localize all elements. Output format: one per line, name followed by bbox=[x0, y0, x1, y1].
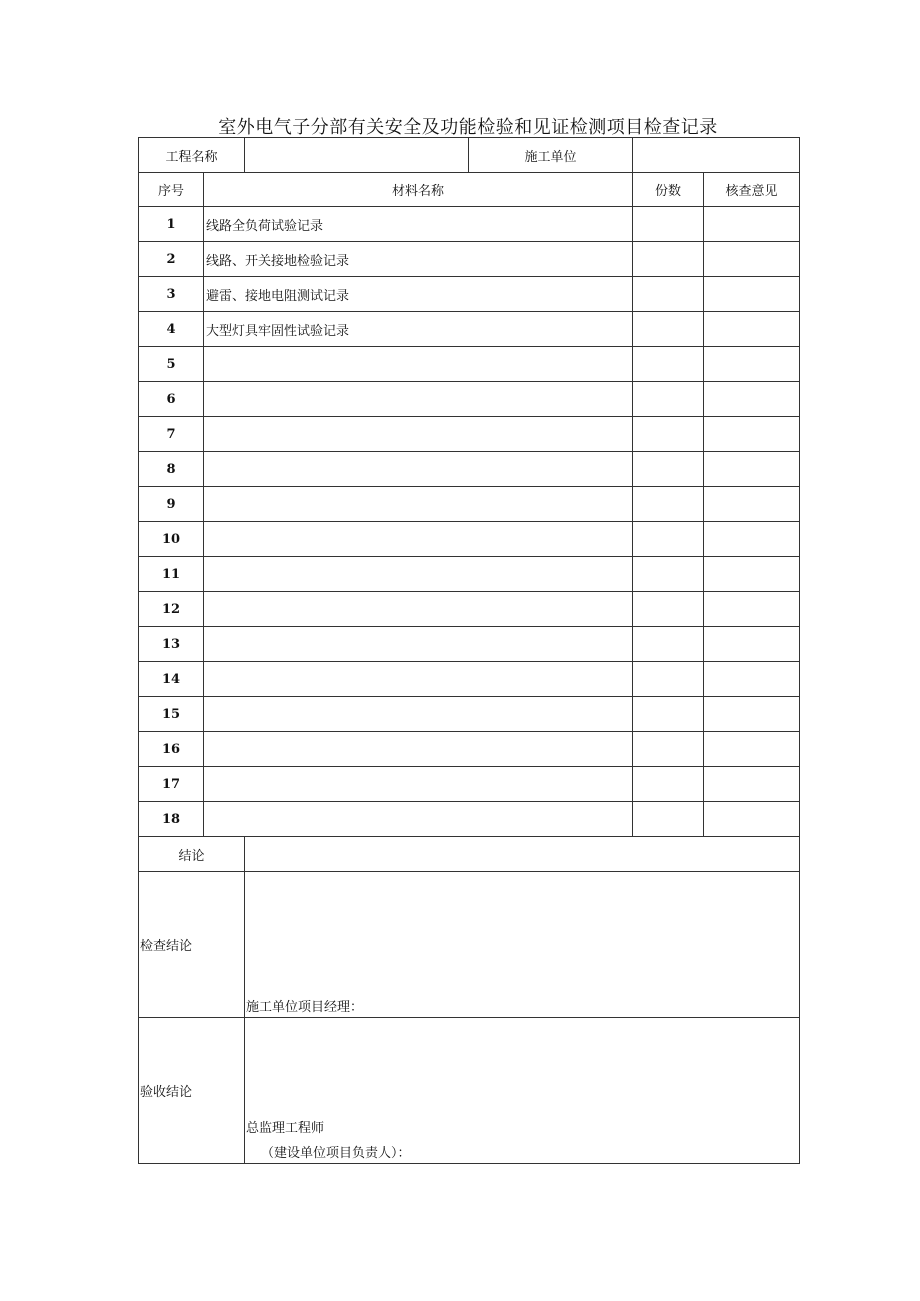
opinion-cell[interactable] bbox=[704, 627, 800, 662]
table-row bbox=[139, 277, 800, 312]
column-header-material: 材料名称 bbox=[204, 173, 633, 207]
material-name-cell[interactable]: 避雷、接地电阻测试记录 bbox=[204, 277, 633, 312]
material-name-cell[interactable]: 线路、开关接地检验记录 bbox=[204, 242, 633, 277]
copies-cell[interactable] bbox=[633, 697, 704, 732]
inspection-conclusion-row bbox=[139, 872, 800, 1018]
column-header-copies: 份数 bbox=[633, 173, 704, 207]
inspection-record-table bbox=[138, 137, 800, 1164]
contractor-label: 施工单位 bbox=[469, 138, 633, 173]
table-row bbox=[139, 592, 800, 627]
row-number: 11 bbox=[139, 557, 204, 592]
row-number: 15 bbox=[139, 697, 204, 732]
opinion-cell[interactable] bbox=[704, 452, 800, 487]
table-row bbox=[139, 697, 800, 732]
opinion-cell[interactable] bbox=[704, 382, 800, 417]
acceptance-conclusion-row bbox=[139, 1018, 800, 1164]
table-row bbox=[139, 207, 800, 242]
opinion-cell[interactable] bbox=[704, 697, 800, 732]
conclusion-label: 结论 bbox=[139, 837, 245, 872]
project-name-field[interactable] bbox=[245, 138, 469, 173]
material-name-cell[interactable] bbox=[204, 697, 633, 732]
material-name-cell[interactable] bbox=[204, 767, 633, 802]
copies-cell[interactable] bbox=[633, 522, 704, 557]
opinion-cell[interactable] bbox=[704, 662, 800, 697]
row-number: 7 bbox=[139, 417, 204, 452]
opinion-cell[interactable] bbox=[704, 487, 800, 522]
material-name-cell[interactable] bbox=[204, 522, 633, 557]
row-number: 5 bbox=[139, 347, 204, 382]
row-number: 1 bbox=[139, 207, 204, 242]
row-number: 17 bbox=[139, 767, 204, 802]
table-row bbox=[139, 347, 800, 382]
inspection-conclusion-field[interactable] bbox=[245, 872, 800, 1018]
inspection-conclusion-label: 检查结论 bbox=[139, 872, 245, 1018]
table-row bbox=[139, 732, 800, 767]
row-number: 12 bbox=[139, 592, 204, 627]
header-row bbox=[139, 138, 800, 173]
material-name-cell[interactable] bbox=[204, 487, 633, 522]
opinion-cell[interactable] bbox=[704, 522, 800, 557]
copies-cell[interactable] bbox=[633, 662, 704, 697]
table-row bbox=[139, 312, 800, 347]
material-name-cell[interactable] bbox=[204, 662, 633, 697]
chief-supervisor-signature-label: 总监理工程师 bbox=[246, 1121, 325, 1136]
contractor-field[interactable] bbox=[633, 138, 800, 173]
opinion-cell[interactable] bbox=[704, 557, 800, 592]
acceptance-conclusion-label: 验收结论 bbox=[139, 1018, 245, 1164]
row-number: 3 bbox=[139, 277, 204, 312]
material-name-cell[interactable] bbox=[204, 382, 633, 417]
opinion-cell[interactable] bbox=[704, 802, 800, 837]
row-number: 13 bbox=[139, 627, 204, 662]
copies-cell[interactable] bbox=[633, 557, 704, 592]
material-name-cell[interactable] bbox=[204, 557, 633, 592]
acceptance-conclusion-field[interactable] bbox=[245, 1018, 800, 1164]
opinion-cell[interactable] bbox=[704, 242, 800, 277]
row-number: 18 bbox=[139, 802, 204, 837]
copies-cell[interactable] bbox=[633, 277, 704, 312]
material-name-cell[interactable]: 线路全负荷试验记录 bbox=[204, 207, 633, 242]
column-header-seq: 序号 bbox=[139, 173, 204, 207]
copies-cell[interactable] bbox=[633, 452, 704, 487]
opinion-cell[interactable] bbox=[704, 347, 800, 382]
material-name-cell[interactable] bbox=[204, 627, 633, 662]
table-row bbox=[139, 767, 800, 802]
row-number: 10 bbox=[139, 522, 204, 557]
copies-cell[interactable] bbox=[633, 207, 704, 242]
copies-cell[interactable] bbox=[633, 767, 704, 802]
owner-representative-signature-label: （建设单位项目负责人）： bbox=[261, 1146, 411, 1161]
table-row bbox=[139, 242, 800, 277]
material-name-cell[interactable] bbox=[204, 592, 633, 627]
material-name-cell[interactable]: 大型灯具牢固性试验记录 bbox=[204, 312, 633, 347]
opinion-cell[interactable] bbox=[704, 312, 800, 347]
copies-cell[interactable] bbox=[633, 592, 704, 627]
contractor-manager-signature-label: 施工单位项目经理： bbox=[246, 1000, 364, 1015]
conclusion-field[interactable] bbox=[245, 837, 800, 872]
material-name-cell[interactable] bbox=[204, 802, 633, 837]
table-row bbox=[139, 487, 800, 522]
opinion-cell[interactable] bbox=[704, 592, 800, 627]
table-row bbox=[139, 662, 800, 697]
material-name-cell[interactable] bbox=[204, 417, 633, 452]
copies-cell[interactable] bbox=[633, 487, 704, 522]
table-row bbox=[139, 557, 800, 592]
copies-cell[interactable] bbox=[633, 627, 704, 662]
table-row bbox=[139, 417, 800, 452]
copies-cell[interactable] bbox=[633, 732, 704, 767]
table-row bbox=[139, 382, 800, 417]
copies-cell[interactable] bbox=[633, 417, 704, 452]
conclusion-row bbox=[139, 837, 800, 872]
table-row bbox=[139, 522, 800, 557]
project-name-label: 工程名称 bbox=[139, 138, 245, 173]
row-number: 9 bbox=[139, 487, 204, 522]
material-name-cell[interactable] bbox=[204, 347, 633, 382]
opinion-cell[interactable] bbox=[704, 732, 800, 767]
row-number: 2 bbox=[139, 242, 204, 277]
opinion-cell[interactable] bbox=[704, 207, 800, 242]
column-header-row bbox=[139, 173, 800, 207]
row-number: 6 bbox=[139, 382, 204, 417]
table-row bbox=[139, 627, 800, 662]
table-row bbox=[139, 802, 800, 837]
opinion-cell[interactable] bbox=[704, 767, 800, 802]
copies-cell[interactable] bbox=[633, 802, 704, 837]
row-number: 14 bbox=[139, 662, 204, 697]
material-name-cell[interactable] bbox=[204, 452, 633, 487]
opinion-cell[interactable] bbox=[704, 417, 800, 452]
copies-cell[interactable] bbox=[633, 382, 704, 417]
row-number: 16 bbox=[139, 732, 204, 767]
material-name-cell[interactable] bbox=[204, 732, 633, 767]
column-header-opinion: 核查意见 bbox=[704, 173, 800, 207]
copies-cell[interactable] bbox=[633, 312, 704, 347]
copies-cell[interactable] bbox=[633, 347, 704, 382]
page-title: 室外电气子分部有关安全及功能检验和见证检测项目检查记录 bbox=[218, 117, 718, 138]
copies-cell[interactable] bbox=[633, 242, 704, 277]
row-number: 8 bbox=[139, 452, 204, 487]
row-number: 4 bbox=[139, 312, 204, 347]
table-row bbox=[139, 452, 800, 487]
opinion-cell[interactable] bbox=[704, 277, 800, 312]
